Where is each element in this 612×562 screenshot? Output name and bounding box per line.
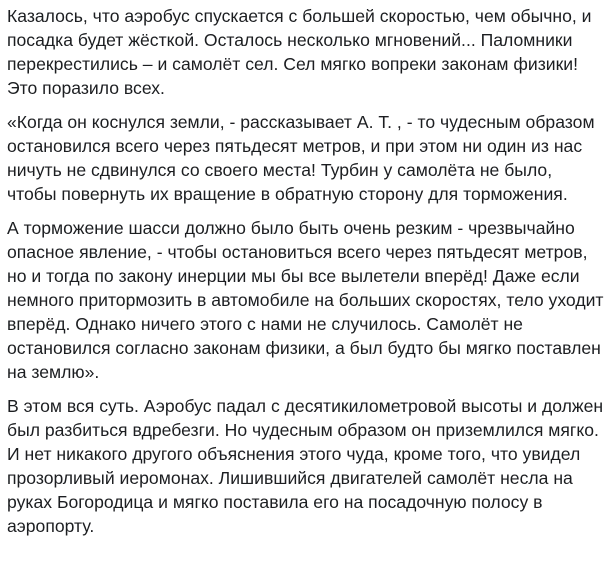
paragraph-landing: Казалось, что аэробус спускается с большей скоростью, чем обычно, и посадка будет жёсткой. Осталось несколько мгновений... Паломники перекрестились – и самолёт сел. Сел мягко вопреки законам физики! Это поразило всех. [7,6,592,98]
paragraph-braking: А торможение шасси должно было быть очень резким - чрезвычайно опасное явление, - чтобы остановиться всего через пятьдесят метров, но и тогда по закону инерции мы бы все вылетели вперёд! Даже если немного притормозить в автомобиле на больших скоростях, тело уходит вперёд. Однако ничего этого с нами не случилось. Самолёт не остановился согласно законам физики, а был будто бы мягко поставлен на землю». [7,218,604,382]
paragraph-testimony: «Когда он коснулся земли, - рассказывает А. Т. , - то чудесным образом остановился всего через пятьдесят метров, и при этом ни один из нас ничуть не сдвинулся со своего места! Турбин у самолёта не было, чтобы повернуть их вращение в обратную сторону для торможения. [7,112,595,204]
paragraph-conclusion: В этом вся суть. Аэробус падал с десятикилометровой высоты и должен был разбиться вдребезги. Но чудесным образом он приземлился мягко. И нет никакого другого объяснения этого чуда, кроме того, что увидел прозорливый иеромонах. Лишившийся двигателей самолёт несла на руках Богородица и мягко поставила его на посадочную полосу в аэропорту. [7,396,604,536]
